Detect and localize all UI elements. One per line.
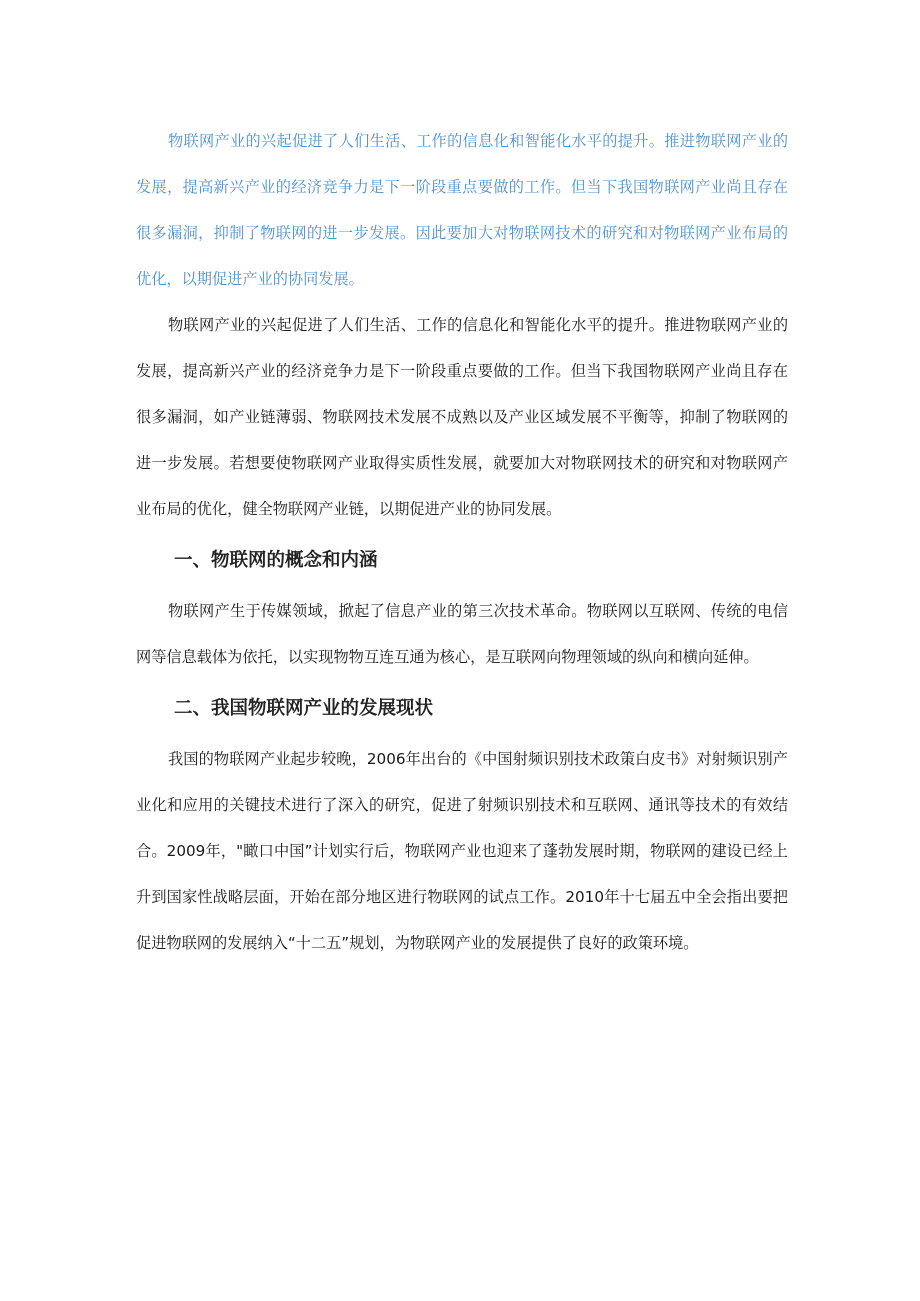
section-1-paragraph: 物联网产生于传媒领域，掀起了信息产业的第三次技术革命。物联网以互联网、传统的电信网等信息载体为依托，以实现物物互连互通为核心，是互联网向物理领域的纵向和横向延伸。 [136, 602, 788, 666]
intro-paragraph: 物联网产业的兴起促进了人们生活、工作的信息化和智能化水平的提升。推进物联网产业的发展，提高新兴产业的经济竞争力是下一阶段重点要做的工作。但当下我国物联网产业尚且存在很多漏洞，如产业链薄弱、物联网技术发展不成熟以及产业区域发展不平衡等，抑制了物联网的进一步发展。若想要使物联网产业取得实质性发展，就要加大对物联网技术的研究和对物联网产业布局的优化，健全物联网产业链，以期促进产业的协同发展。 [136, 316, 788, 518]
abstract-paragraph: 物联网产业的兴起促进了人们生活、工作的信息化和智能化水平的提升。推进物联网产业的发展，提高新兴产业的经济竞争力是下一阶段重点要做的工作。但当下我国物联网产业尚且存在很多漏洞，抑制了物联网的进一步发展。因此要加大对物联网技术的研究和对物联网产业布局的优化，以期促进产业的协同发展。 [136, 132, 788, 288]
section-2-heading: 二、我国物联网产业的发展现状 [174, 698, 434, 719]
document-body [136, 118, 788, 966]
section-2-paragraph: 我国的物联网产业起步较晚，2006年出台的《中国射频识别技术政策白皮书》对射频识别产业化和应用的关键技术进行了深入的研究，促进了射频识别技术和互联网、通讯等技术的有效结合。2009年，"瞰口中国”计划实行后，物联网产业也迎来了蓬勃发展时期，物联网的建设已经上升到国家性战略层面，开始在部分地区进行物联网的试点工作。2010年十七届五中全会指出要把促进物联网的发展纳入“十二五”规划，为物联网产业的发展提供了良好的政策环境。 [136, 750, 788, 952]
section-1-heading: 一、物联网的概念和内涵 [174, 550, 378, 571]
